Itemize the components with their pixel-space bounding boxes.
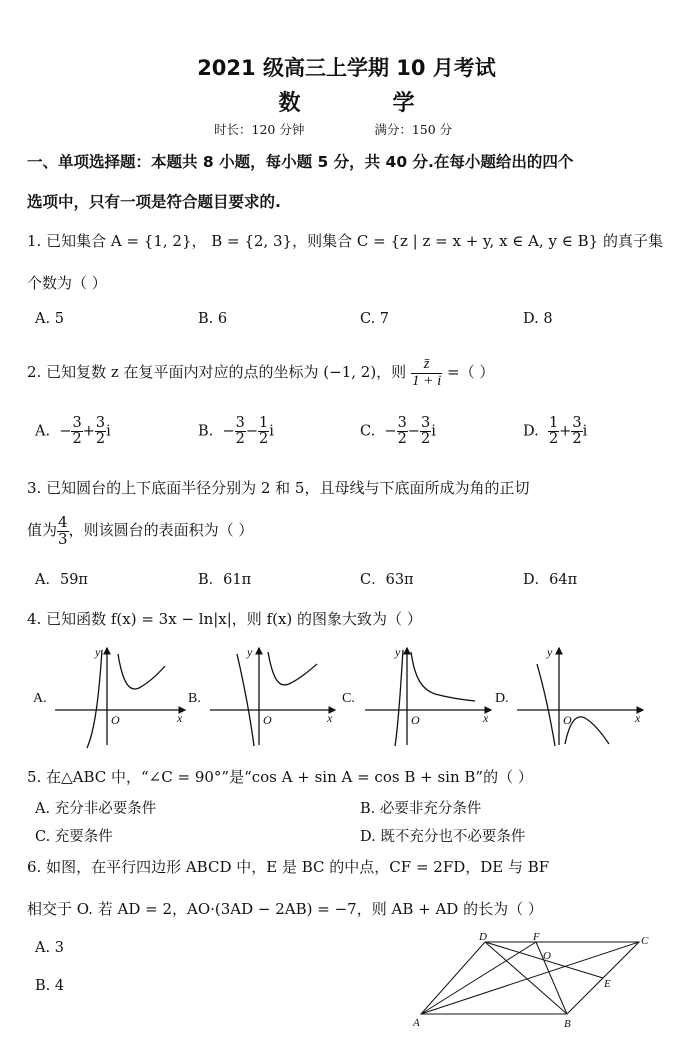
q2-c-label: C. (360, 423, 376, 440)
q4-d-axis-y: y (547, 645, 553, 659)
q2-b-n2: 1 (259, 415, 269, 431)
q2-c-frac1 (397, 416, 408, 447)
q1-option-d[interactable]: D. 8 (523, 311, 553, 327)
section-heading-line1: 一、单项选择题：本题共 8 小题，每小题 5 分，共 40 分.在每小题给出的四个 (27, 153, 574, 171)
q2-d-frac2 (571, 416, 582, 447)
exam-info (214, 120, 452, 138)
q3-option-c[interactable]: C．63π (360, 572, 414, 588)
q2-d-tail: i (582, 423, 588, 440)
q3-frac-num: 4 (58, 512, 68, 531)
q4-d-origin: O (563, 713, 572, 727)
question-6-text-cont: 相交于 O. 若 AD = 2，AO·(3AD − 2AB) = −7，则 AB + AD 的长为（ ） (27, 900, 543, 918)
q5-option-c[interactable]: C. 充要条件 (35, 829, 113, 845)
q2-frac-den: 1 + i (411, 372, 442, 389)
q2-b-sign: − (222, 423, 235, 440)
q4-b-origin: O (263, 713, 272, 727)
q4-label-c: C. (342, 691, 355, 706)
q3-suffix: ，则该圆台的表面积为（ ） (68, 521, 254, 539)
q4-graph-b[interactable] (210, 648, 335, 746)
q2-option-d[interactable] (523, 416, 587, 447)
q6-option-a[interactable]: A. 3 (35, 940, 64, 956)
q2-c-d1: 2 (397, 431, 407, 448)
q2-d-mid: + (559, 423, 572, 440)
q2-a-frac2 (95, 416, 106, 447)
q2-c-d2: 2 (420, 431, 431, 448)
q2-b-n1: 3 (235, 415, 245, 431)
q2-d-d1: 2 (548, 431, 559, 448)
q2-d-n2: 3 (572, 415, 582, 431)
q2-option-b[interactable] (198, 416, 274, 447)
q1-option-b[interactable]: B. 6 (198, 311, 228, 327)
question-1-text: 1. 已知集合 A = {1, 2}， B = {2, 3}，则集合 C = {z | z = x + y, x ∈ A, y ∈ B} 的真子集 (27, 232, 663, 250)
exam-title: 2021 级高三上学期 10 月考试 (197, 56, 496, 80)
q2-a-sign: − (59, 423, 72, 440)
q6-label-b: B (564, 1018, 571, 1030)
q2-c-n2: 3 (420, 415, 431, 431)
q6-parallelogram-figure (405, 932, 660, 1032)
q2-a-label: A. (35, 423, 51, 440)
q2-a-d2: 2 (95, 431, 106, 448)
q2-a-n2: 3 (95, 415, 106, 431)
q4-graph-c[interactable] (365, 648, 491, 746)
q6-label-c: C (641, 935, 649, 947)
q3-prefix: 值为 (27, 521, 58, 539)
q2-a-frac1 (71, 416, 82, 447)
subject-title (0, 86, 693, 117)
q2-d-label: D. (523, 423, 539, 440)
q4-graph-a[interactable] (55, 648, 185, 748)
question-6-text: 6. 如图，在平行四边形 ABCD 中，E 是 BC 的中点，CF = 2FD，DE 与 BF (27, 858, 550, 876)
q2-a-mid: + (82, 423, 95, 440)
q2-fraction (411, 357, 442, 390)
q2-frac-num: z̄ (411, 357, 442, 374)
q4-label-d: D. (495, 691, 509, 706)
q2-d-n1: 1 (548, 415, 559, 431)
q2-c-mid: − (407, 423, 420, 440)
question-1-text-cont: 个数为（ ） (27, 274, 107, 292)
q4-b-axis-y: y (247, 645, 253, 659)
q2-c-frac2 (420, 416, 431, 447)
q4-c-origin: O (411, 713, 420, 727)
q1-option-c[interactable]: C. 7 (360, 311, 390, 327)
q4-c-axis-x: x (483, 711, 489, 725)
q3-option-d[interactable]: D．64π (523, 572, 578, 588)
q2-b-label: B. (198, 423, 214, 440)
q3-option-b[interactable]: B．61π (198, 572, 252, 588)
q4-c-axis-y: y (395, 645, 401, 659)
q2-b-mid: − (245, 423, 259, 440)
q2-c-n1: 3 (397, 415, 407, 431)
q4-a-origin: O (111, 713, 120, 727)
q2-b-frac2 (258, 416, 269, 447)
q3-frac-den: 3 (58, 529, 68, 548)
q2-option-a[interactable] (35, 416, 111, 447)
q5-option-a[interactable]: A. 充分非必要条件 (35, 801, 157, 817)
question-3-text: 3. 已知圆台的上下底面半径分别为 2 和 5，且母线与下底面所成为角的正切 (27, 479, 530, 497)
subject-char-1: 数 (278, 91, 301, 116)
q3-option-a[interactable]: A．59π (35, 572, 88, 588)
subject-char-2: 学 (392, 91, 415, 116)
q2-b-frac1 (235, 416, 246, 447)
question-4-text: 4. 已知函数 f(x) = 3x − ln|x|，则 f(x) 的图象大致为（ ） (27, 610, 422, 628)
q2-prefix: 2. 已知复数 z 在复平面内对应的点的坐标为 (−1, 2)，则 (27, 363, 407, 381)
q4-a-axis-x: x (177, 711, 183, 725)
q2-c-tail: i (431, 423, 436, 440)
q6-label-o: O (543, 950, 551, 962)
q2-b-d2: 2 (259, 431, 269, 448)
q2-a-n1: 3 (72, 415, 82, 431)
section-heading-line2: 选项中，只有一项是符合题目要求的. (27, 193, 281, 211)
question-3-text-cont (27, 510, 253, 550)
exam-full-score: 满分：150 分 (374, 122, 453, 137)
q2-suffix: =（ ） (447, 363, 495, 381)
q2-a-tail: i (106, 423, 111, 440)
q2-d-d2: 2 (572, 431, 582, 448)
q4-b-axis-x: x (327, 711, 333, 725)
q6-label-a: A (413, 1017, 420, 1029)
q4-graph-d[interactable] (517, 648, 643, 746)
q4-label-b: B. (188, 691, 201, 706)
q1-option-a[interactable]: A. 5 (35, 311, 64, 327)
q5-option-b[interactable]: B. 必要非充分条件 (360, 801, 482, 817)
q2-d-frac1 (548, 416, 559, 447)
q2-a-d1: 2 (72, 431, 82, 448)
q5-option-d[interactable]: D. 既不充分也不必要条件 (360, 829, 526, 845)
question-5-text: 5. 在△ABC 中，“∠C = 90°”是“cos A + sin A = cos B + sin B”的（ ） (27, 768, 533, 786)
q4-a-axis-y: y (95, 645, 101, 659)
q6-label-d: D (479, 932, 487, 943)
q6-label-e: E (604, 978, 611, 990)
q4-d-axis-x: x (635, 711, 641, 725)
q2-c-sign: − (384, 423, 397, 440)
q4-label-a: A. (33, 691, 47, 706)
question-2-text (27, 352, 494, 392)
q6-option-b[interactable]: B. 4 (35, 978, 65, 994)
q2-b-tail: i (269, 423, 274, 440)
q2-b-d1: 2 (235, 431, 245, 448)
q3-fraction (57, 512, 69, 548)
q2-option-c[interactable] (360, 416, 436, 447)
exam-duration: 时长：120 分钟 (214, 122, 305, 137)
q6-label-f: F (533, 932, 540, 943)
q4-graph-options (25, 640, 665, 750)
